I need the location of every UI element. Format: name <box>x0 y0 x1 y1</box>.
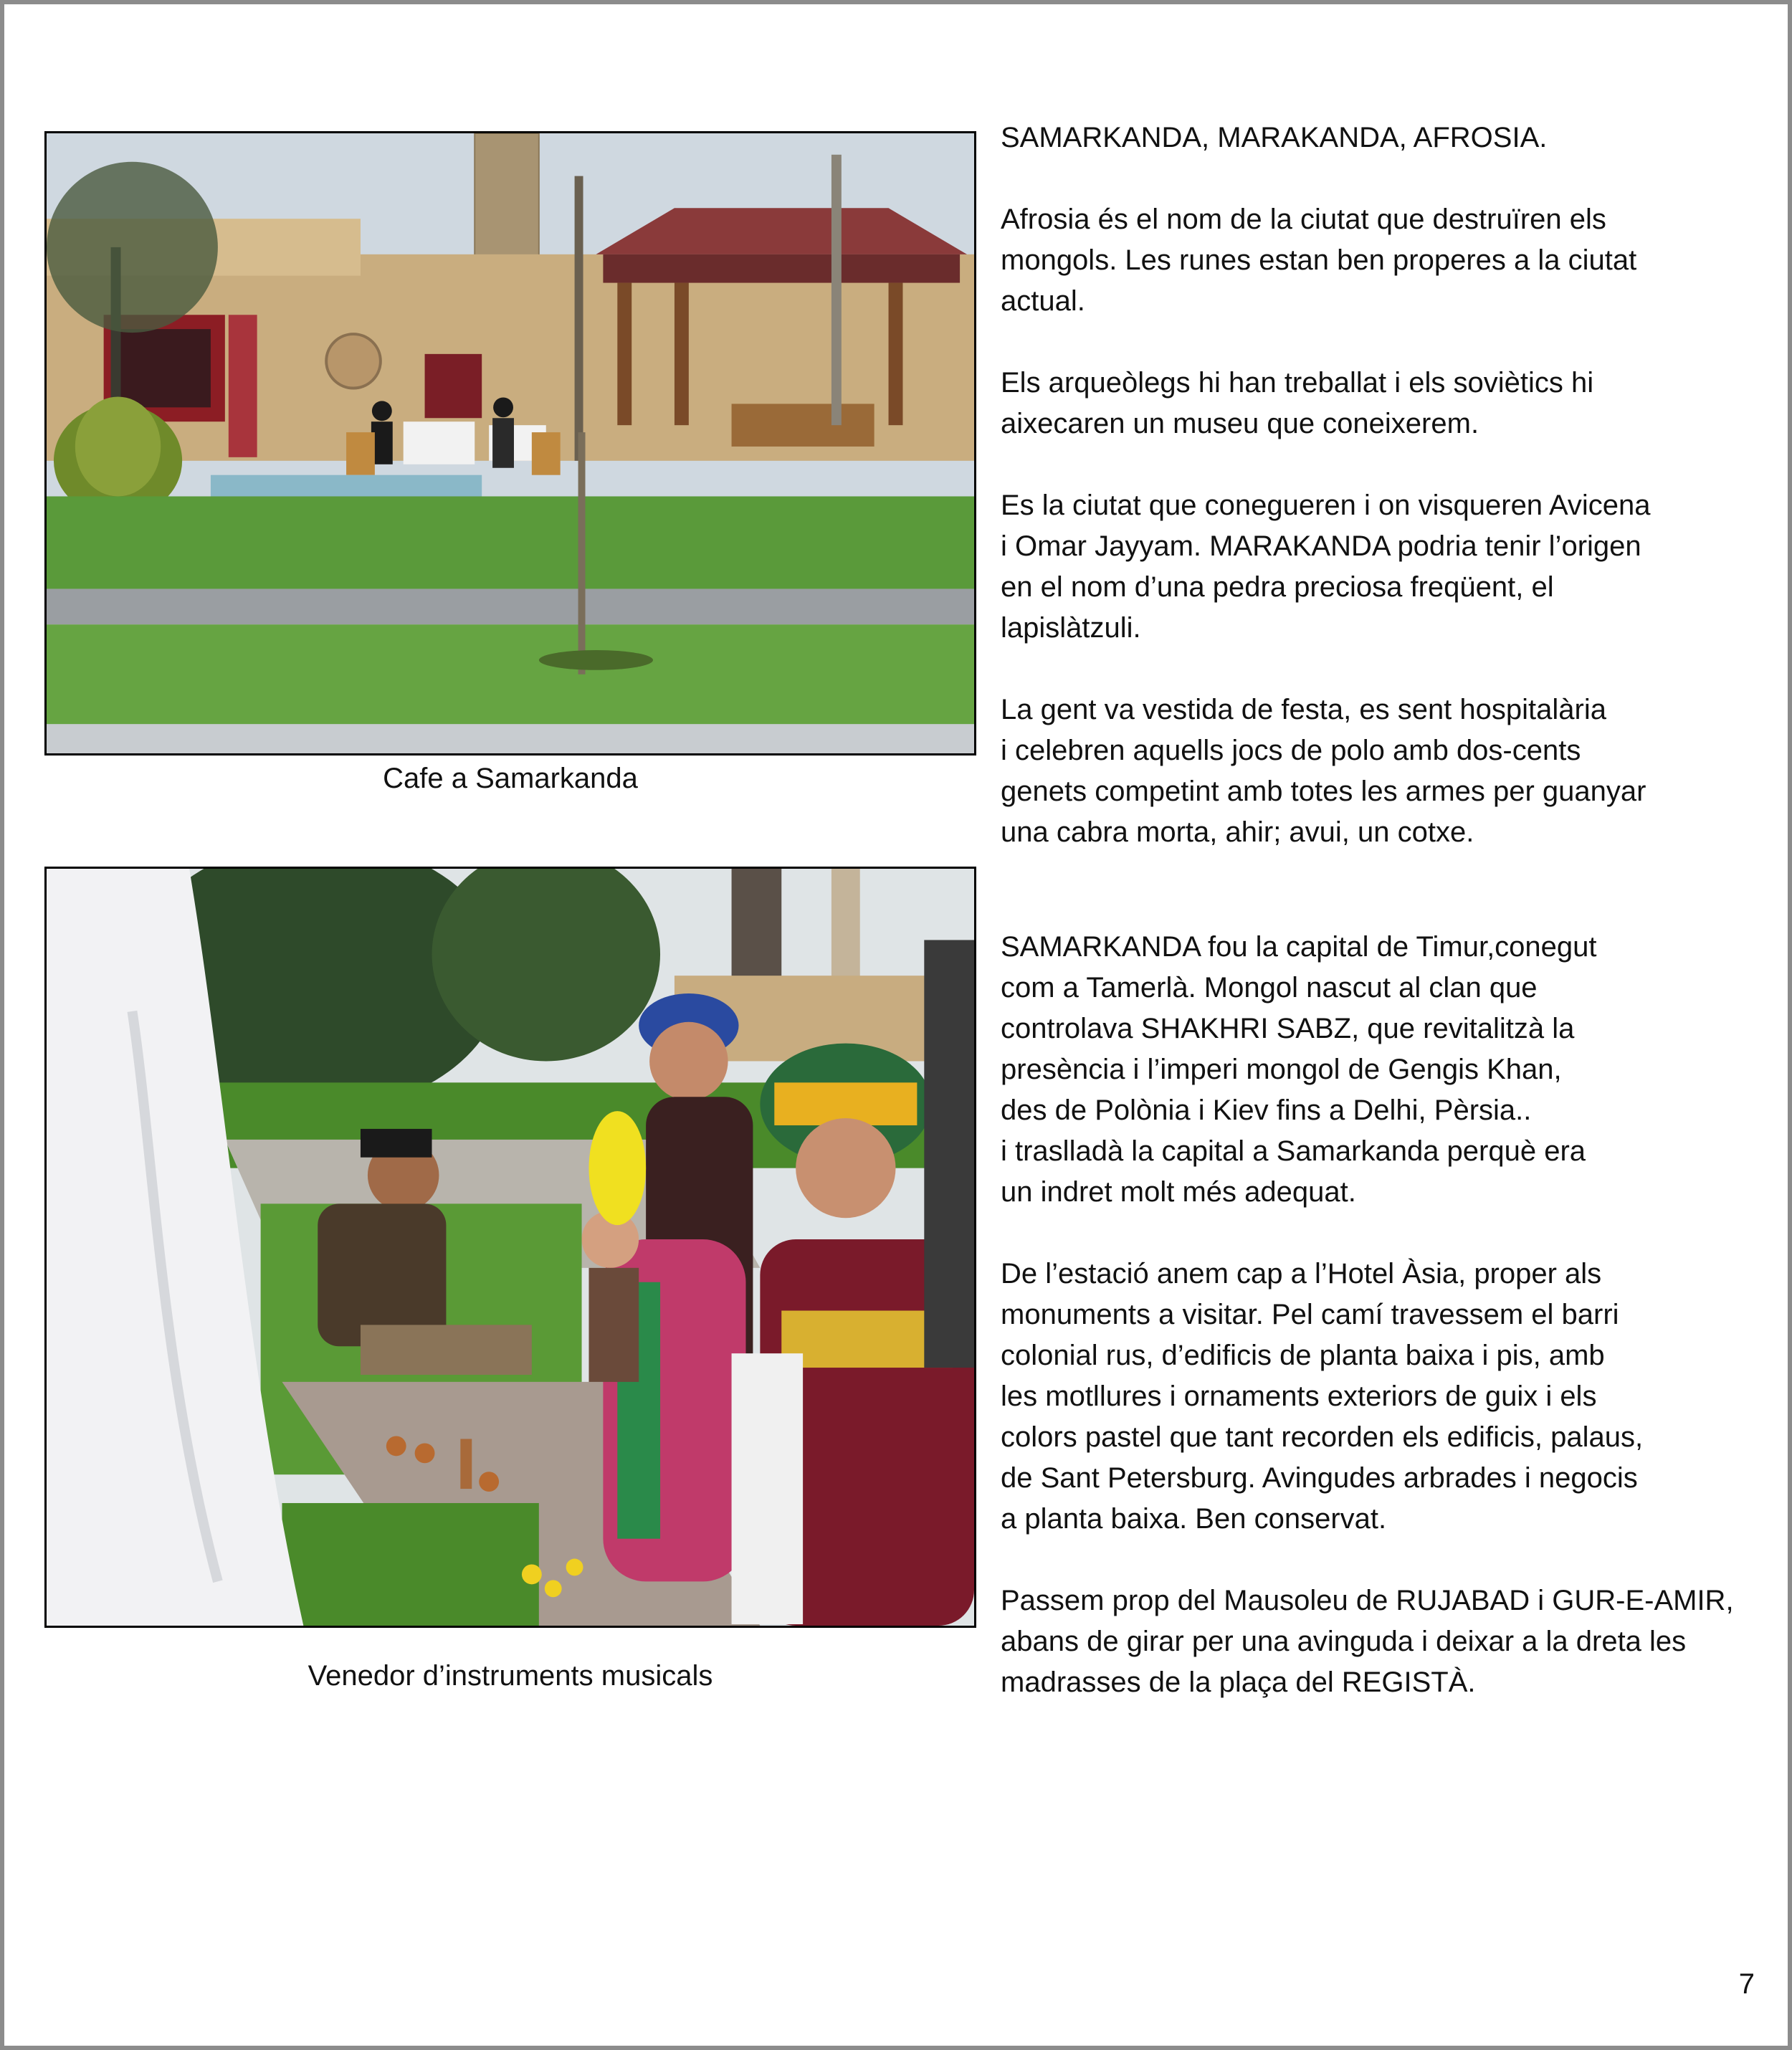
paragraph-avicena: Es la ciutat que conegueren i on visqueren Avicena i Omar Jayyam. MARAKANDA podria tenir l’origen en el nom d’una pedra preciosa freqüent, el lapislàtzuli. <box>1001 490 1651 644</box>
paragraph-afrosia: Afrosia és el nom de la ciutat que destruïren els mongols. Les runes estan ben properes a la ciutat actual. <box>1001 204 1637 317</box>
paragraph-archaeologists: Els arqueòlegs hi han treballat i els soviètics hi aixecaren un museu que coneixerem. <box>1001 367 1594 439</box>
cafe-photo-caption: Cafe a Samarkanda <box>383 763 638 794</box>
paragraph-mausoleum: Passem prop del Mausoleu de RUJABAD i GUR-E-AMIR, abans de girar per una avinguda i deixar a la dreta les madrasses de la plaça del REGISTÀ. <box>1001 1585 1734 1698</box>
text-column-bottom <box>1001 927 1782 1703</box>
page <box>4 4 1788 2046</box>
vendor-photo <box>44 867 976 1628</box>
cafe-photo <box>44 131 976 755</box>
paragraph-people: La gent va vestida de festa, es sent hospitalària i celebren aquells jocs de polo amb dos-cents genets competint amb totes les armes per guanyar una cabra morta, ahir; avui, un cotxe. <box>1001 694 1646 848</box>
paragraph-hotel: De l’estació anem cap a l’Hotel Àsia, proper als monuments a visitar. Pel camí travessem el barri colonial rus, d’edificis de planta baixa i pis, amb les motllures i ornaments exteriors de guix i els colors pastel que tant recorden els edificis, palaus, de Sant Petersburg. Avingudes arbrades i negocis a planta baixa. Ben conservat. <box>1001 1258 1644 1535</box>
paragraph-timur: SAMARKANDA fou la capital de Timur,conegut com a Tamerlà. Mongol nascut al clan que controlava SHAKHRI SABZ, que revitalitzà la presència i l’imperi mongol de Gengis Khan, des de Polònia i Kiev fins a Delhi, Pèrsia.. i traslladà la capital a Samarkanda perquè era un indret molt més adequat. <box>1001 931 1597 1208</box>
vendor-photo-caption: Venedor d’instruments musicals <box>308 1660 713 1692</box>
page-number: 7 <box>1738 1968 1755 2000</box>
heading-samarkanda: SAMARKANDA, MARAKANDA, AFROSIA. <box>1001 122 1548 153</box>
text-column-top <box>1001 118 1782 853</box>
